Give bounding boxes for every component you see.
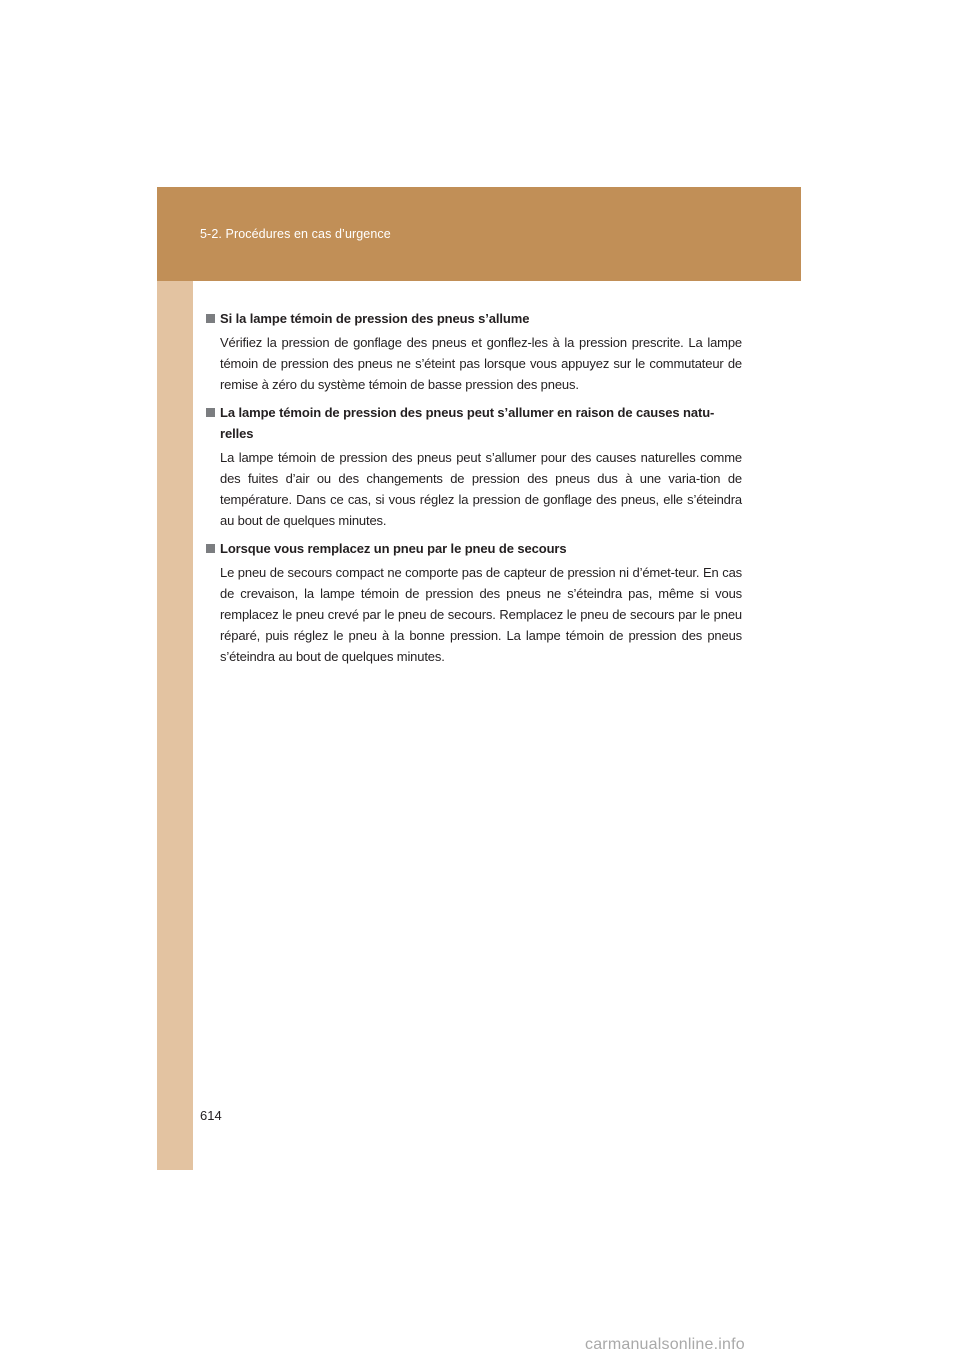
- note-body: La lampe témoin de pression des pneus peut s’allumer pour des causes naturelles comme des fuites d’air ou des changements de pression des pneus dus à une varia-tion de température. Dans ce cas, si vous réglez la pression de gonflage des pneus, elle s’éteindra au bout de quelques minutes.: [220, 450, 742, 528]
- note-heading-text: La lampe témoin de pression des pneus peut s’allumer en raison de causes natu-relles: [220, 405, 715, 441]
- square-bullet-icon: [206, 408, 215, 417]
- square-bullet-icon: [206, 544, 215, 553]
- page-content: [206, 308, 742, 674]
- section-title: 5-2. Procédures en cas d’urgence: [200, 227, 391, 241]
- note-item-1: [206, 308, 742, 395]
- note-heading-text: Lorsque vous remplacez un pneu par le pneu de secours: [220, 541, 567, 556]
- page-number: 614: [200, 1108, 222, 1123]
- square-bullet-icon: [206, 314, 215, 323]
- watermark: carmanualsonline.info: [585, 1336, 745, 1353]
- note-item-2: [206, 402, 742, 531]
- note-body: Vérifiez la pression de gonflage des pneus et gonflez-les à la pression prescrite. La lampe témoin de pression des pneus ne s’éteint pas lorsque vous appuyez sur le commutateur de remise à zéro du système témoin de basse pression des pneus.: [220, 335, 742, 392]
- note-heading-text: Si la lampe témoin de pression des pneus s’allume: [220, 311, 530, 326]
- note-heading: [206, 308, 742, 329]
- side-band: [157, 187, 193, 1170]
- note-body: Le pneu de secours compact ne comporte pas de capteur de pression ni d’émet-teur. En cas de crevaison, la lampe témoin de pression des pneus ne s’éteindra pas, même si vous remplacez le pneu crevé par le pneu de secours. Remplacez le pneu de secours par le pneu réparé, puis réglez le pneu à la bonne pression. La lampe témoin de pression des pneus s’éteindra au bout de quelques minutes.: [220, 565, 742, 664]
- note-item-3: [206, 538, 742, 667]
- note-heading: [206, 538, 742, 559]
- note-heading: [206, 402, 742, 444]
